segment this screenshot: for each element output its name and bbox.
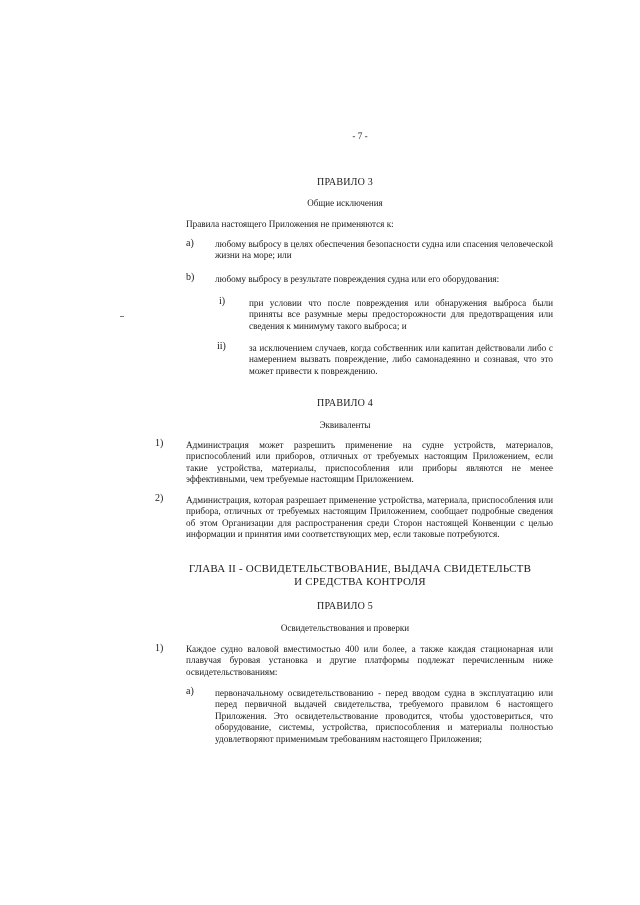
rule3-subtitle: Общие исключения: [307, 198, 383, 208]
rule4-p2-marker: 2): [155, 493, 164, 504]
rule4-p1-marker: 1): [155, 438, 164, 449]
rule3-b-i-text: при условии что после повреждения или обнаружения выброса были приняты все разумные меры предосторожности для предотвращения или сведения к минимуму такого выброса; и: [249, 298, 553, 331]
rule4-p1-text: Администрация может разрешить применение на судне устройств, материалов, приспособлений или приборов, отличных от требуемых настоящим Приложением, если такие устройства, материалы, приспособления или приборы являются не менее эффективными, чем требуемые настоящим Приложением.: [186, 440, 553, 485]
chapter2-title-line2: И СРЕДСТВА КОНТРОЛЯ: [294, 576, 426, 588]
rule3-b-text: любому выбросу в результате повреждения судна или его оборудования:: [215, 274, 500, 284]
rule5-a-marker: a): [186, 686, 194, 697]
rule3-intro: Правила настоящего Приложения не применяются к:: [186, 219, 394, 229]
rule3-heading: ПРАВИЛО 3: [317, 177, 373, 188]
rule3-b-marker: b): [186, 272, 195, 283]
rule5-p1-text: Каждое судно валовой вместимостью 400 или более, а также каждая стационарная или плавучая буровая установка и другие платформы подлежат перечисленным ниже освидетельствованиям:: [186, 644, 553, 677]
rule4-p2-text: Администрация, которая разрешает применение устройства, материала, приспособления или прибора, отличных от требуемых настоящим Приложением, сообщает подробные сведения об этом Организации для распространения среди Сторон настоящей Конвенции с целью информации и принятия ими соответствующих мер, если таковые потребуются.: [186, 495, 553, 540]
rule3-a-marker: a): [186, 238, 194, 249]
rule5-a-text: первоначальному освидетельствованию - перед вводом судна в эксплуатацию или перед первичной выдачей свидетельства, требуемого правилом 6 настоящего Приложения. Это освидетельствование проводится, чтобы удостовериться, что оборудование, системы, устройства, приспособления и материалы полностью удовлетворяют применимым требованиям настоящего Приложения;: [215, 688, 553, 744]
scan-speck: [120, 316, 124, 317]
rule4-heading: ПРАВИЛО 4: [317, 398, 373, 409]
rule3-b-ii-text: за исключением случаев, когда собственник или капитан действовали либо с намерением вызвать повреждение, либо самонадеянно и сознавая, что это может привести к повреждению.: [249, 343, 553, 376]
rule3-b-ii-marker: ii): [217, 341, 226, 352]
rule3-b-i-marker: i): [219, 296, 226, 307]
rule5-subtitle: Освидетельствования и проверки: [280, 623, 410, 633]
page-number: - 7 -: [352, 131, 368, 141]
rule5-heading: ПРАВИЛО 5: [317, 601, 373, 612]
chapter2-title-line1: ГЛАВА II - ОСВИДЕТЕЛЬСТВОВАНИЕ, ВЫДАЧА СВИДЕТЕЛЬСТВ: [188, 563, 532, 575]
rule5-p1-marker: 1): [155, 643, 164, 654]
rule4-subtitle: Эквиваленты: [319, 420, 371, 430]
rule3-a-text: любому выбросу в целях обеспечения безопасности судна или спасения человеческой жизни на море; или: [215, 239, 553, 261]
